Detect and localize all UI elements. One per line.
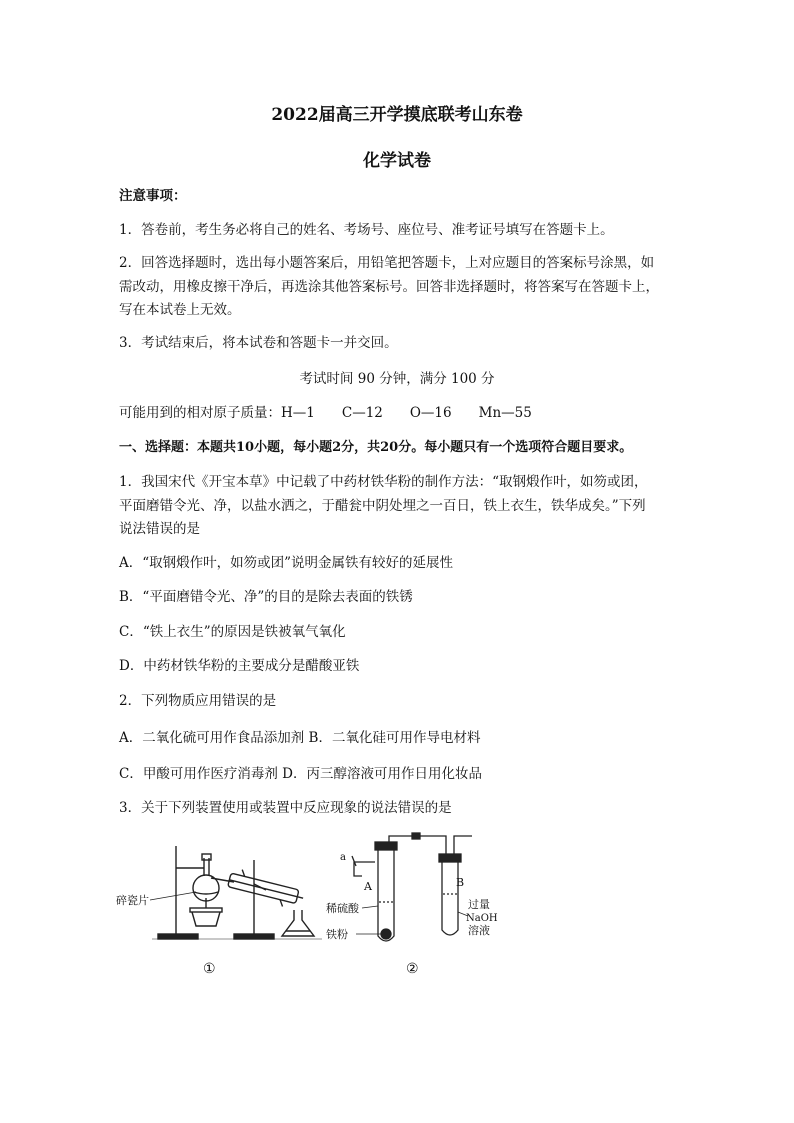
q1-stem-line-1: 1．我国宋代《开宝本草》中记载了中药材铁华粉的制作方法：“取钢煅作叶，如笏或团， (119, 474, 648, 490)
q1-stem-line-2: 平面磨错令光、净，以盐水洒之，于醋瓮中阴处埋之一百日，铁上衣生，铁华成矣。”下列 (119, 498, 646, 514)
q1-option-d: D．中药材铁华粉的主要成分是醋酸亚铁 (119, 658, 360, 674)
q1-option-a: A．“取钢煅作叶，如笏或团”说明金属铁有较好的延展性 (119, 555, 454, 571)
clamp-a-label: a (340, 852, 346, 863)
figure-2-caption: ② (406, 961, 419, 977)
naoh-label: NaOH (466, 913, 498, 924)
tube-B-label: B (456, 876, 465, 889)
q1-stem-line-3: 说法错误的是 (119, 521, 200, 537)
excess-label: 过量 (468, 898, 490, 911)
distillation-apparatus-figure (116, 838, 326, 950)
ferrous-hydroxide-apparatus-figure (326, 828, 506, 950)
note-line-4: 写在本试卷上无效。 (119, 302, 241, 318)
q1-option-b: B．“平面磨错令光、净”的目的是除去表面的铁锈 (119, 589, 413, 605)
section-heading: 一、选择题：本题共10小题，每小题2分，共20分。每小题只有一个选项符合题目要求。 (119, 440, 633, 455)
q2-options-ab: A．二氧化硫可用作食品添加剂 B．二氧化硅可用作导电材料 (119, 730, 481, 746)
notes-heading: 注意事项： (119, 188, 187, 204)
q1-option-c: C．“铁上衣生”的原因是铁被氧气氧化 (119, 624, 346, 640)
exam-subject: 化学试卷 (363, 151, 431, 171)
dilute-sulfuric-acid-label: 稀硫酸 (326, 902, 359, 915)
q2-stem: 2．下列物质应用错误的是 (119, 693, 277, 709)
q3-stem: 3．关于下列装置使用或装置中反应现象的说法错误的是 (119, 800, 452, 816)
q2-options-cd: C．甲酸可用作医疗消毒剂 D．丙三醇溶液可用作日用化妆品 (119, 766, 482, 782)
exam-time-info: 考试时间 90 分钟，满分 100 分 (299, 371, 495, 387)
boiling-chips-label: 碎瓷片 (116, 894, 149, 907)
note-line-2: 2．回答选择题时，选出每小题答案后，用铅笔把答题卡，上对应题目的答案标号涂黑，如 (119, 255, 655, 271)
atomic-masses: 可能用到的相对原子质量：H—1 C—12 O—16 Mn—55 (119, 405, 532, 421)
note-line-1: 1．答卷前，考生务必将自己的姓名、考场号、座位号、准考证号填写在答题卡上。 (119, 222, 614, 238)
solution-label: 溶液 (468, 924, 490, 937)
note-line-5: 3．考试结束后，将本试卷和答题卡一并交回。 (119, 335, 398, 351)
figure-1-caption: ① (203, 961, 216, 977)
note-line-3: 需改动，用橡皮擦干净后，再选涂其他答案标号。回答非选择题时，将答案写在答题卡上， (119, 279, 659, 295)
exam-title: 2022届高三开学摸底联考山东卷 (271, 105, 523, 125)
tube-A-label: A (364, 880, 372, 893)
iron-powder-label: 铁粉 (326, 928, 348, 941)
